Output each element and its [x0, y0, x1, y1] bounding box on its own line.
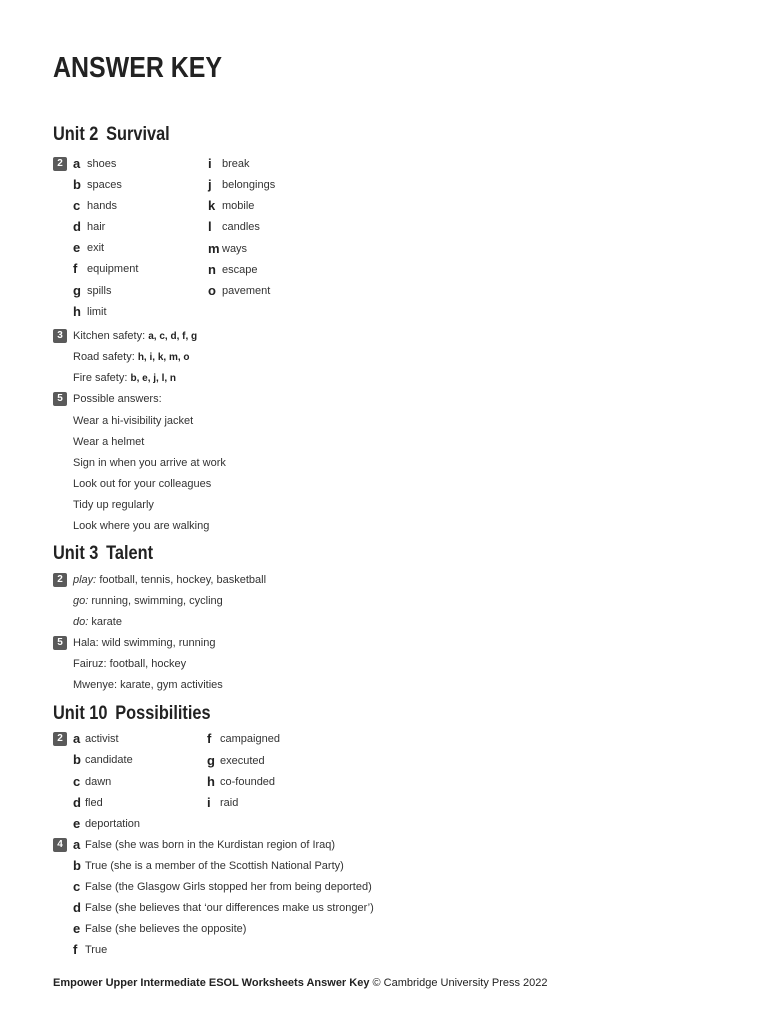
- answer-text: activist: [85, 733, 119, 745]
- item-letter: o: [208, 283, 216, 298]
- answer-text: dawn: [85, 776, 112, 788]
- answer-text: spaces: [87, 179, 122, 191]
- answer-letters: h, i, k, m, o: [137, 352, 190, 363]
- answer-text: False (the Glasgow Girls stopped her from being deported): [85, 881, 372, 893]
- exercise-badge: 2: [53, 157, 67, 171]
- item-letter: b: [73, 858, 81, 873]
- answer-text: exit: [87, 242, 105, 254]
- exercise-badge: 3: [53, 329, 67, 343]
- answer-text: True: [85, 944, 108, 956]
- footer-title: Empower Upper Intermediate ESOL Worksheets Answer Key: [53, 977, 370, 989]
- answer-text: candidate: [85, 754, 133, 766]
- answer-text: belongings: [222, 179, 276, 191]
- answer-line: [73, 616, 122, 628]
- answer-text: fled: [85, 797, 103, 809]
- answer-text: co-founded: [220, 776, 276, 788]
- answer-line: Fairuz: football, hockey: [73, 658, 187, 670]
- unit-10-heading: [53, 703, 211, 725]
- answer-text: deportation: [85, 818, 141, 830]
- unit-number: Unit 2: [53, 124, 99, 145]
- answer-line: Wear a hi-visibility jacket: [73, 415, 194, 427]
- answer-line: Sign in when you arrive at work: [73, 457, 226, 469]
- answer-line: [73, 330, 197, 342]
- item-letter: i: [208, 156, 212, 171]
- item-letter: h: [73, 304, 81, 319]
- answer-line: [73, 372, 176, 384]
- answer-text: spills: [87, 285, 112, 297]
- answer-text: escape: [222, 264, 258, 276]
- item-letter: h: [207, 774, 215, 789]
- unit-name: Talent: [106, 543, 154, 564]
- answer-text: football, tennis, hockey, basketball: [99, 574, 267, 586]
- answer-text: pavement: [222, 285, 271, 297]
- answer-letters: a, c, d, f, g: [148, 331, 198, 342]
- answer-text: False (she was born in the Kurdistan region of Iraq): [85, 839, 336, 851]
- item-letter: d: [73, 219, 81, 234]
- item-letter: d: [73, 795, 81, 810]
- answer-text: ways: [222, 243, 248, 255]
- answer-text: shoes: [87, 158, 117, 170]
- answer-letters: b, e, j, l, n: [130, 373, 177, 384]
- exercise-badge: 5: [53, 392, 67, 406]
- answer-text: True (she is a member of the Scottish National Party): [85, 860, 344, 872]
- item-letter: i: [207, 795, 211, 810]
- footer-copyright: © Cambridge University Press 2022: [372, 977, 548, 989]
- item-letter: c: [73, 879, 81, 894]
- category-label: Fire safety:: [73, 372, 128, 384]
- answer-intro: Possible answers:: [73, 393, 162, 405]
- unit-number: Unit 10: [53, 703, 108, 724]
- answer-text: karate: [91, 616, 122, 628]
- answer-text: break: [222, 158, 250, 170]
- unit-2-heading: [53, 124, 170, 146]
- answer-line: Hala: wild swimming, running: [73, 637, 216, 649]
- item-letter: f: [73, 261, 78, 276]
- answer-line: Wear a helmet: [73, 436, 145, 448]
- answer-text: equipment: [87, 263, 139, 275]
- item-letter: j: [208, 177, 212, 192]
- exercise-badge: 2: [53, 732, 67, 746]
- item-letter: g: [73, 283, 81, 298]
- answer-text: limit: [87, 306, 107, 318]
- answer-text: raid: [220, 797, 239, 809]
- answer-text: campaigned: [220, 733, 280, 745]
- exercise-badge: 2: [53, 573, 67, 587]
- answer-line: [73, 574, 266, 586]
- unit-name: Possibilities: [115, 703, 211, 724]
- item-letter: g: [207, 753, 215, 768]
- answer-line: [73, 351, 190, 363]
- verb-label: play:: [73, 574, 97, 586]
- unit-3-heading: [53, 543, 153, 565]
- answer-text: False (she believes that ‘our differences make us stronger’): [85, 902, 374, 914]
- answer-text: executed: [220, 755, 265, 767]
- answer-text: hands: [87, 200, 117, 212]
- item-letter: e: [73, 921, 81, 936]
- item-letter: f: [73, 942, 78, 957]
- item-letter: f: [207, 731, 212, 746]
- item-letter: l: [208, 219, 212, 234]
- item-letter: a: [73, 156, 81, 171]
- answer-text: candles: [222, 221, 260, 233]
- item-letter: e: [73, 240, 81, 255]
- item-letter: k: [208, 198, 216, 213]
- page-title: ANSWER KEY: [53, 52, 223, 84]
- item-letter: b: [73, 752, 81, 767]
- verb-label: go:: [73, 595, 89, 607]
- item-letter: c: [73, 774, 81, 789]
- item-letter: d: [73, 900, 81, 915]
- answer-text: mobile: [222, 200, 255, 212]
- exercise-badge: 5: [53, 636, 67, 650]
- answer-line: Mwenye: karate, gym activities: [73, 679, 223, 691]
- unit-number: Unit 3: [53, 543, 99, 564]
- answer-line: Look where you are walking: [73, 520, 210, 532]
- answer-line: [73, 595, 223, 607]
- verb-label: do:: [73, 616, 89, 628]
- item-letter: n: [208, 262, 216, 277]
- item-letter: c: [73, 198, 81, 213]
- exercise-badge: 4: [53, 838, 67, 852]
- item-letter: a: [73, 731, 81, 746]
- item-letter: b: [73, 177, 81, 192]
- answer-line: Look out for your colleagues: [73, 478, 212, 490]
- category-label: Road safety:: [73, 351, 135, 363]
- item-letter: a: [73, 837, 81, 852]
- answer-line: Tidy up regularly: [73, 499, 154, 511]
- answer-text: False (she believes the opposite): [85, 923, 247, 935]
- item-letter: m: [208, 241, 220, 256]
- unit-name: Survival: [106, 124, 170, 145]
- item-letter: e: [73, 816, 81, 831]
- answer-text: hair: [87, 221, 106, 233]
- page-footer: [53, 977, 548, 989]
- answer-text: running, swimming, cycling: [91, 595, 223, 607]
- category-label: Kitchen safety:: [73, 330, 146, 342]
